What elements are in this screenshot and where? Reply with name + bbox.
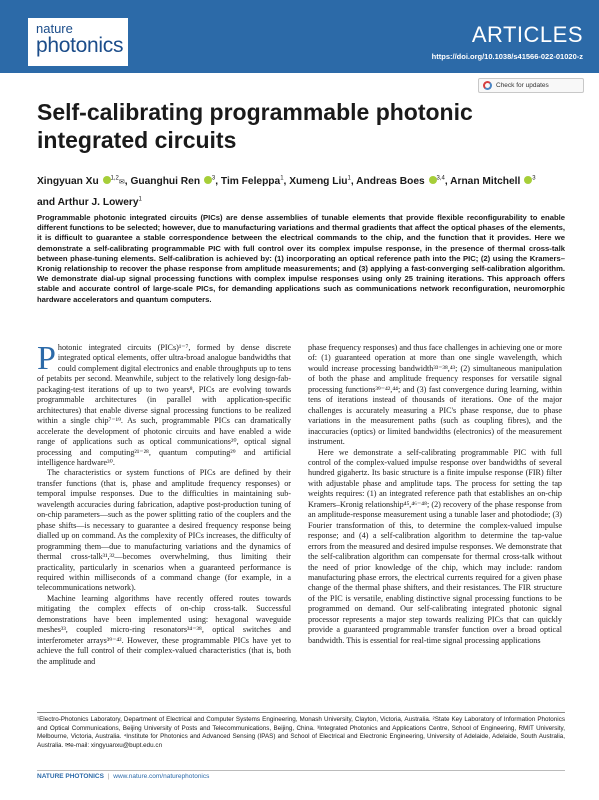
orcid-icon[interactable]: [204, 176, 212, 184]
logo-line-photonics: photonics: [36, 34, 124, 57]
author-list: [37, 171, 577, 211]
author-affil: 3: [211, 176, 216, 182]
author-entry[interactable]: Tim Feleppa$^1$,: [220, 176, 290, 188]
footer-journal-name: NATURE PHOTONICS: [37, 773, 104, 780]
paragraph: phase frequency responses) and thus face challenges in achieving one or more of: (1) guaranteed operation at more than one single wavelength, which would increase processing bandwidth³³⁻³⁸,⁴³; (2) simultaneous manipulation of both the phase and amplitude frequency responses for versatile signal processing functions³⁹⁻⁴²,⁴⁴; and (3) fast convergence during learning, within tens of iterations instead of thousands of iterations. One of the major challenges is accurately measuring a PIC's phase response, due to phase variations in the measurement paths (such as coupling fibres), and the inaccuracies (optics) or limited bandwidths (electronics) of the measurement instrument.: [308, 343, 562, 447]
journal-logo[interactable]: [28, 18, 128, 66]
author-affil: 3: [532, 176, 536, 182]
author-entry[interactable]: Andreas Boes $^{3,4}$,: [356, 176, 451, 188]
author-affil: 3,4: [436, 176, 445, 182]
author-name: Tim Feleppa: [220, 176, 281, 188]
crossmark-icon: [483, 81, 492, 90]
author-name: and Arthur J. Lowery: [37, 196, 139, 208]
paragraph: Machine learning algorithms have recently offered routes towards mitigating the complex effects of on-chip cross-talk. Successful demonstrations have been implemented using: hexagonal waveguide meshes³³, coupled micro-ring resonators³⁴⁻³⁸, optical switches and interferometer arrays³⁹⁻⁴². However, these programmable PICs have yet to achieve the full control of their complex-valued characteristics (that is, both the amplitude and: [37, 593, 291, 666]
section-label: ARTICLES: [471, 22, 583, 47]
paragraph: The characteristics or system functions of PICs are defined by their transfer functions (that is, phase and amplitude frequency responses) or temporal impulse responses. Due to the difficulties in maintaining sub-wavelength accuracies during fabrication, adaptive post-production tuning of on-chip parameters—such as the power splitting ratio of the couplers and the phase shifts—is necessary to guarantee a desired frequency response being dialled up on command. As the complexity of PICs increases, the difficulty of programming them—due to manufacturing variations and the dynamics of thermal cross-talk³¹,³²—becomes overwhelming, thus limiting their practicality, particularly in scenarios when a guaranteed performance is required within milliseconds of a command change (for example, in a telecommunications network).: [37, 468, 291, 593]
check-for-updates-button[interactable]: [478, 78, 584, 93]
footer-journal-url[interactable]: www.nature.com/naturephotonics: [113, 773, 210, 780]
orcid-icon[interactable]: [103, 176, 111, 184]
footer-separator: |: [107, 773, 110, 780]
body-column-right: [308, 343, 562, 646]
author-affil: 1,2: [110, 176, 119, 182]
author-entry[interactable]: Guanghui Ren $^3$,: [130, 176, 221, 188]
paragraph: Here we demonstrate a self-calibrating programmable PIC with full control of the complex-valued impulse response over bandwidths of several hundred gigahertz. Its basic structure is a finite impulse response (FIR) filter with adjustable phase and amplitude taps. The process for setting the tap weights requires: (1) an integrated reference path that establishes an on-chip Kramers–Kronig relationship⁴⁵,⁴⁶⁻⁴⁸; (2) recovery of the phase response from an amplitude-response measurement using a tunable laser and photodiode; (3) Fourier transformation of this, to determine the complex-valued impulse response; and (4) a self-calibration algorithm to determine the tap-value errors from the measured and desired impulse responses. We demonstrate that the self-calibration algorithm can compensate for thermal cross-talk without the need of prior knowledge of the chip, which may include: random manufacturing phase errors, the electrical currents required for a given phase change of the thermal phase shifters, and their resistances. The FIR structure of the PIC is versatile, enabling distinctive signal processing functions to be programmed on demand. Our self-calibrating integrated photonic signal processor represents a major step towards realizing PICs that can quickly provide a guaranteed programmable transfer function over a broad optical bandwidth. This is essential for real-time signal processing applications: [308, 447, 562, 645]
author-name: Xingyuan Xu: [37, 176, 99, 188]
abstract: Programmable photonic integrated circuits (PICs) are dense assemblies of tunable elements that provide flexible reconfigurability to enable different functions to be selected; however, due to manufacturing variations and thermal gradients that affect the optical phases of the elements, it is difficult to guarantee a stable correspondence between the electrical commands to the chip, and the function that it provides. Here we demonstrate a self-calibrating programmable PIC with full control over its complex impulse response, in the presence of thermal cross-talk between phase-tuning elements. Self-calibration is achieved by: (1) incorporating an optical reference path into the PIC; (2) using the Kramers–Kronig relationship to recover the phase response from amplitude measurements; and (3) applying a fast-converging self-calibration algorithm. We demonstrate dial-up signal processing functions with complex impulse responses using only 25 training iterations. This approach offers stable and accurate control of large-scale PICs, for demanding applications such as communications network reconfiguration, neuromorphic hardware accelerators and quantum computers.: [37, 213, 565, 304]
drop-cap: P: [37, 340, 56, 377]
author-entry[interactable]: [37, 197, 142, 208]
author-entry[interactable]: Xumeng Liu$^1$,: [289, 176, 357, 188]
journal-header: [0, 0, 599, 73]
author-entry[interactable]: Xingyuan Xu $^{1,2}$✉,: [37, 176, 131, 188]
orcid-icon[interactable]: [524, 176, 532, 184]
page-footer: [37, 773, 209, 780]
author-name: Arnan Mitchell: [450, 176, 521, 188]
mail-icon[interactable]: ✉: [118, 179, 125, 187]
author-affil: 1: [347, 176, 351, 182]
orcid-icon[interactable]: [429, 176, 437, 184]
author-name: Xumeng Liu: [289, 176, 348, 188]
author-affil: 1: [138, 196, 142, 203]
doi-link[interactable]: https://doi.org/10.1038/s41566-022-01020-z: [431, 52, 583, 61]
affiliation-divider: [37, 712, 565, 713]
author-entry[interactable]: [450, 176, 535, 187]
body-column-left: [37, 340, 291, 667]
footer-divider: [37, 770, 565, 771]
author-affil: 1: [280, 176, 284, 182]
author-name: Andreas Boes: [356, 176, 425, 188]
author-name: Guanghui Ren: [130, 176, 201, 188]
article-title: Self-calibrating programmable photonic integrated circuits: [37, 99, 473, 153]
affiliations: ¹Electro-Photonics Laboratory, Department of Electrical and Computer Systems Engineering, Monash University, Clayton, Victoria, Australia. ²State Key Laboratory of Information Photonics and Optical Communications, Beijing University of Posts and Telecommunications, Beijing, China. ³Integrated Photonics and Applications Centre, School of Engineering, RMIT University, Melbourne, Victoria, Australia. ⁴Institute for Photonics and Advanced Sensing (IPAS) and School of Electrical and Electronic Engineering, University of Adelaide, Adelaide, South Australia, Australia. ✉e-mail: xingyuanxu@bupt.edu.cn: [37, 716, 565, 749]
check-for-updates-label: Check for updates: [496, 82, 549, 89]
paragraph: Photonic integrated circuits (PICs)¹⁻⁷, formed by dense discrete integrated optical elements, offer ultra-broad analogue bandwidths that could complement digital electronics and enable throughputs up to tens of petabits per second. Meanwhile, subject to the relatively long design-fab-packaging-test iterations of up to two years⁸, PICs are evolving towards programmable architectures (in parallel with application-specific architectures) that enable diverse signal processing functions to be realized within a single chip⁷⁻¹⁹. As such, programmable PICs can dramatically accelerate the development of photonic circuits and have enabled a wide range of applications such as optical communications²⁰, optical signal processing and computing²¹⁻²⁸, quantum computing²⁹ and artificial intelligence hardware³⁰.: [37, 340, 291, 467]
logo-line-nature: nature: [36, 21, 73, 36]
